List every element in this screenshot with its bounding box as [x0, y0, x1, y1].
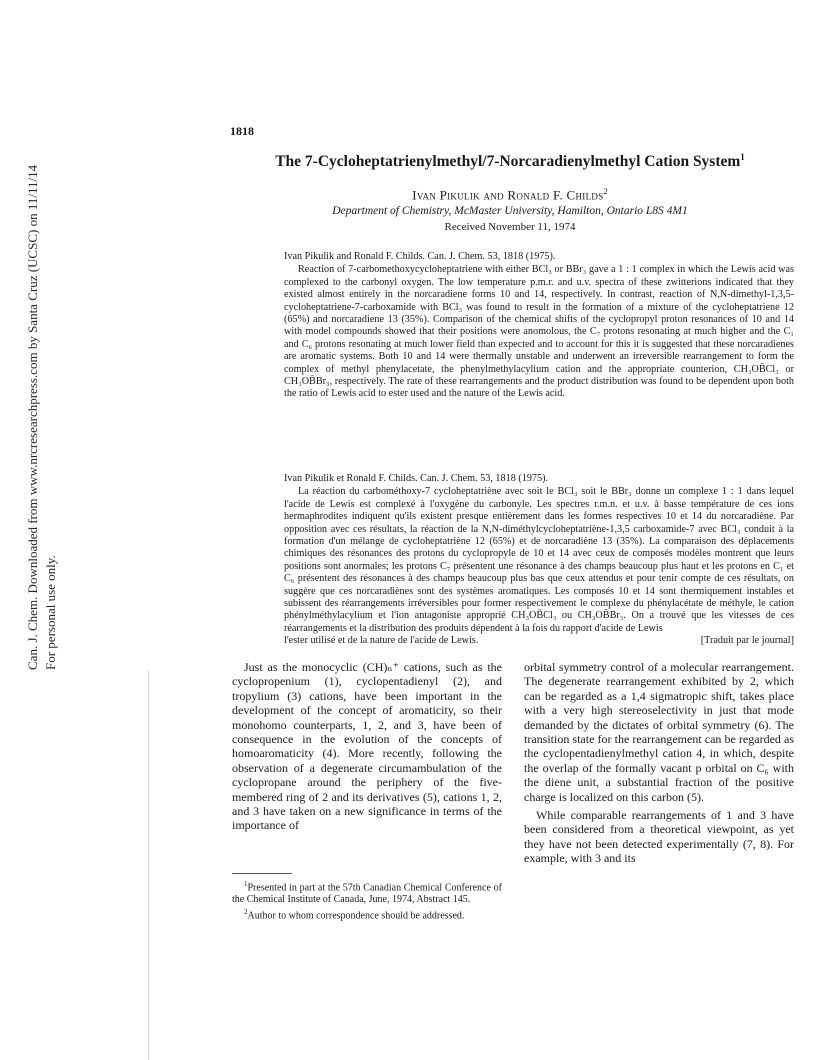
author-footnote-mark: 2 [603, 187, 608, 196]
abstract-citation: Ivan Pikulik and Ronald F. Childs. Can. J. Chem. 53, 1818 (1975). [284, 251, 556, 262]
footnote-divider [232, 873, 292, 874]
body-column-right [524, 660, 794, 866]
body-column-left [232, 660, 502, 833]
abstract-text: Reaction of 7-carbomethoxycycloheptatriene with either BCl₃ or BBr₃ gave a 1 : 1 complex in which the Lewis acid was complexed to the carbonyl oxygen. The low temperature p.m.r. and u.v. spectra of these zwitterions indicated that they existed almost entirely in the norcaradiene forms 10 and 14, respectively. In contrast, reaction of N,N-dimethyl-1,3,5-cycloheptatriene-7-carboxamide with BCl₃ was found to result in the formation of a mixture of the cycloheptatriene 12 (65%) and norcaradiene 13 (35%). Comparison of the chemical shifts of the cyclopropyl proton resonances of 10 and 14 with model compounds showed that their positions were anomolous, the C₇ protons resonating at much higher and the C₁ and C₆ protons resonating at much lower field than expected and to account for this it is suggested that these norcaradienes are aromatic systems. Both 10 and 14 were thermally unstable and underwent an irreversible rearrangement to form the complex of methyl phenylacetate, the phenylmethylacylium cation and the appropriate counterion, CH₃OB̄Cl₃ or CH₃OB̄Br₃, respectively. The rate of these rearrangements and the product distribution was found to be dependent upon both the ratio of Lewis acid to ester used and the nature of the Lewis acid. [284, 264, 794, 400]
received-date: Received November 11, 1974 [444, 221, 576, 233]
paragraph: Just as the monocyclic (CH)ₙ⁺ cations, such as the cyclopropenium (1), cyclopentadienyl (2), and tropylium (3) cations, have been important in the development of the concept of aromaticity, so their monohomo counterparts, 1, 2, and 3, have been of consequence in the evolution of the concepts of homoaromaticity (4). More recently, following the observation of a degenerate circumambulation of the cyclopropane around the periphery of the five-membered ring of 2 and its derivatives (5), cations 1, 2, and 3 have taken on a new significance in terms of the importance of [232, 660, 502, 833]
author-line [230, 187, 790, 203]
paragraph: While comparable rearrangements of 1 and 3 have been considered from a theoretical viewpoint, as yet they have not been detected experimentally (7, 8). For example, with 3 and its [524, 808, 794, 866]
title-footnote-mark: 1 [740, 152, 745, 162]
resume-final-text: l'ester utilisé et de la nature de l'acide de Lewis. [284, 635, 479, 647]
footnote-1 [232, 878, 502, 906]
footnote-2-text: Author to whom correspondence should be addressed. [247, 910, 465, 922]
footnote-1-text: Presented in part at the 57th Canadian Chemical Conference of the Chemical Institute of Canada, June, 1974, Abstract 145. [232, 882, 502, 906]
affiliation: Department of Chemistry, McMaster University, Hamilton, Ontario L8S 4M1 [332, 205, 688, 217]
resume-text: La réaction du carbométhoxy-7 cycloheptatriène avec soit le BCl₃ soit le BBr₃ donne un complexe 1 : 1 dans lequel l'acide de Lewis est complexé à l'oxygène du carbonyle. Les spectres r.m.n. et u.v. à basse température de ces ions hermaphrodites indiquent qu'ils existent presque entièrement dans les formes respectives 10 et 14 du norcaradiène. Par opposition avec ces résultats, la réaction de la N,N-diméthylcycloheptatriène-1,3,5 carboxamide-7 avec BCl₃ conduit à la formation d'un mélange de cycloheptatriène 12 (65%) et de norcaradiène 13 (35%). La comparaison des déplacements chimiques des résonances des protons du cyclopropyle de 10 et 14 avec ceux de composés modèles montrent que leurs positions sont anormales; les protons C₇ présentent une résonance à des champs beaucoup plus haut et les protons en C₁ et C₆ présentent des résonances à des champs beaucoup plus bas que ceux attendus et pour tenir compte de ces résultats, on suggère que ces norcaradiènes sont des systèmes aromatiques. Les composés 10 et 14 sont thermiquement instables et subissent des réarrangements irréversibles pour former respectivement le complexe du phénylacétate de méthyle, le cation phénylméthylacylium et l'ion antagoniste approprié CH₃OB̄Cl₃ ou CH₃OB̄Br₃. On a trouvé que les vitesses de ces réarrangements et la distribution des produits dépendent à la fois du rapport d'acide de Lewis [284, 486, 794, 634]
footnote-2-mark: 2 [244, 908, 248, 917]
abstract-english [284, 251, 794, 401]
page-number: 1818 [230, 124, 254, 138]
download-watermark [4, 140, 58, 670]
author-names: Ivan Pikulik and Ronald F. Childs [412, 187, 604, 203]
article-title [230, 152, 790, 171]
resume-last-line [284, 635, 794, 647]
resume-citation: Ivan Pikulik et Ronald F. Childs. Can. J. Chem. 53, 1818 (1975). [284, 473, 549, 484]
title-text: The 7-Cycloheptatrienylmethyl/7-Norcaradienylmethyl Cation System [275, 153, 741, 171]
footnote-2 [232, 906, 502, 922]
translator-note: [Traduit par le journal] [700, 635, 794, 647]
watermark-line-1: Can. J. Chem. Downloaded from www.nrcresearchpress.com by Santa Cruz (UCSC) on 11/11/14 [25, 164, 40, 670]
abstract-french [284, 473, 794, 648]
watermark-line-2: For personal use only. [43, 555, 58, 670]
paragraph: orbital symmetry control of a molecular rearrangement. The degenerate rearrangement exhibited by 2, which can be regarded as a 1,4 sigmatropic shift, takes place with a very high stereoselectivity in just that mode demanded by the dictates of orbital symmetry (6). The transition state for the rearrangement can be regarded as the cyclopentadienylmethyl cation 4, in which, despite the overlap of the formally vacant p orbital on C₆ with the diene unit, a substantial fraction of the positive charge is localized on this carbon (5). [524, 660, 794, 804]
footnotes [232, 878, 502, 923]
footnote-1-mark: 1 [244, 880, 248, 888]
scan-artifact-line [148, 670, 149, 1060]
